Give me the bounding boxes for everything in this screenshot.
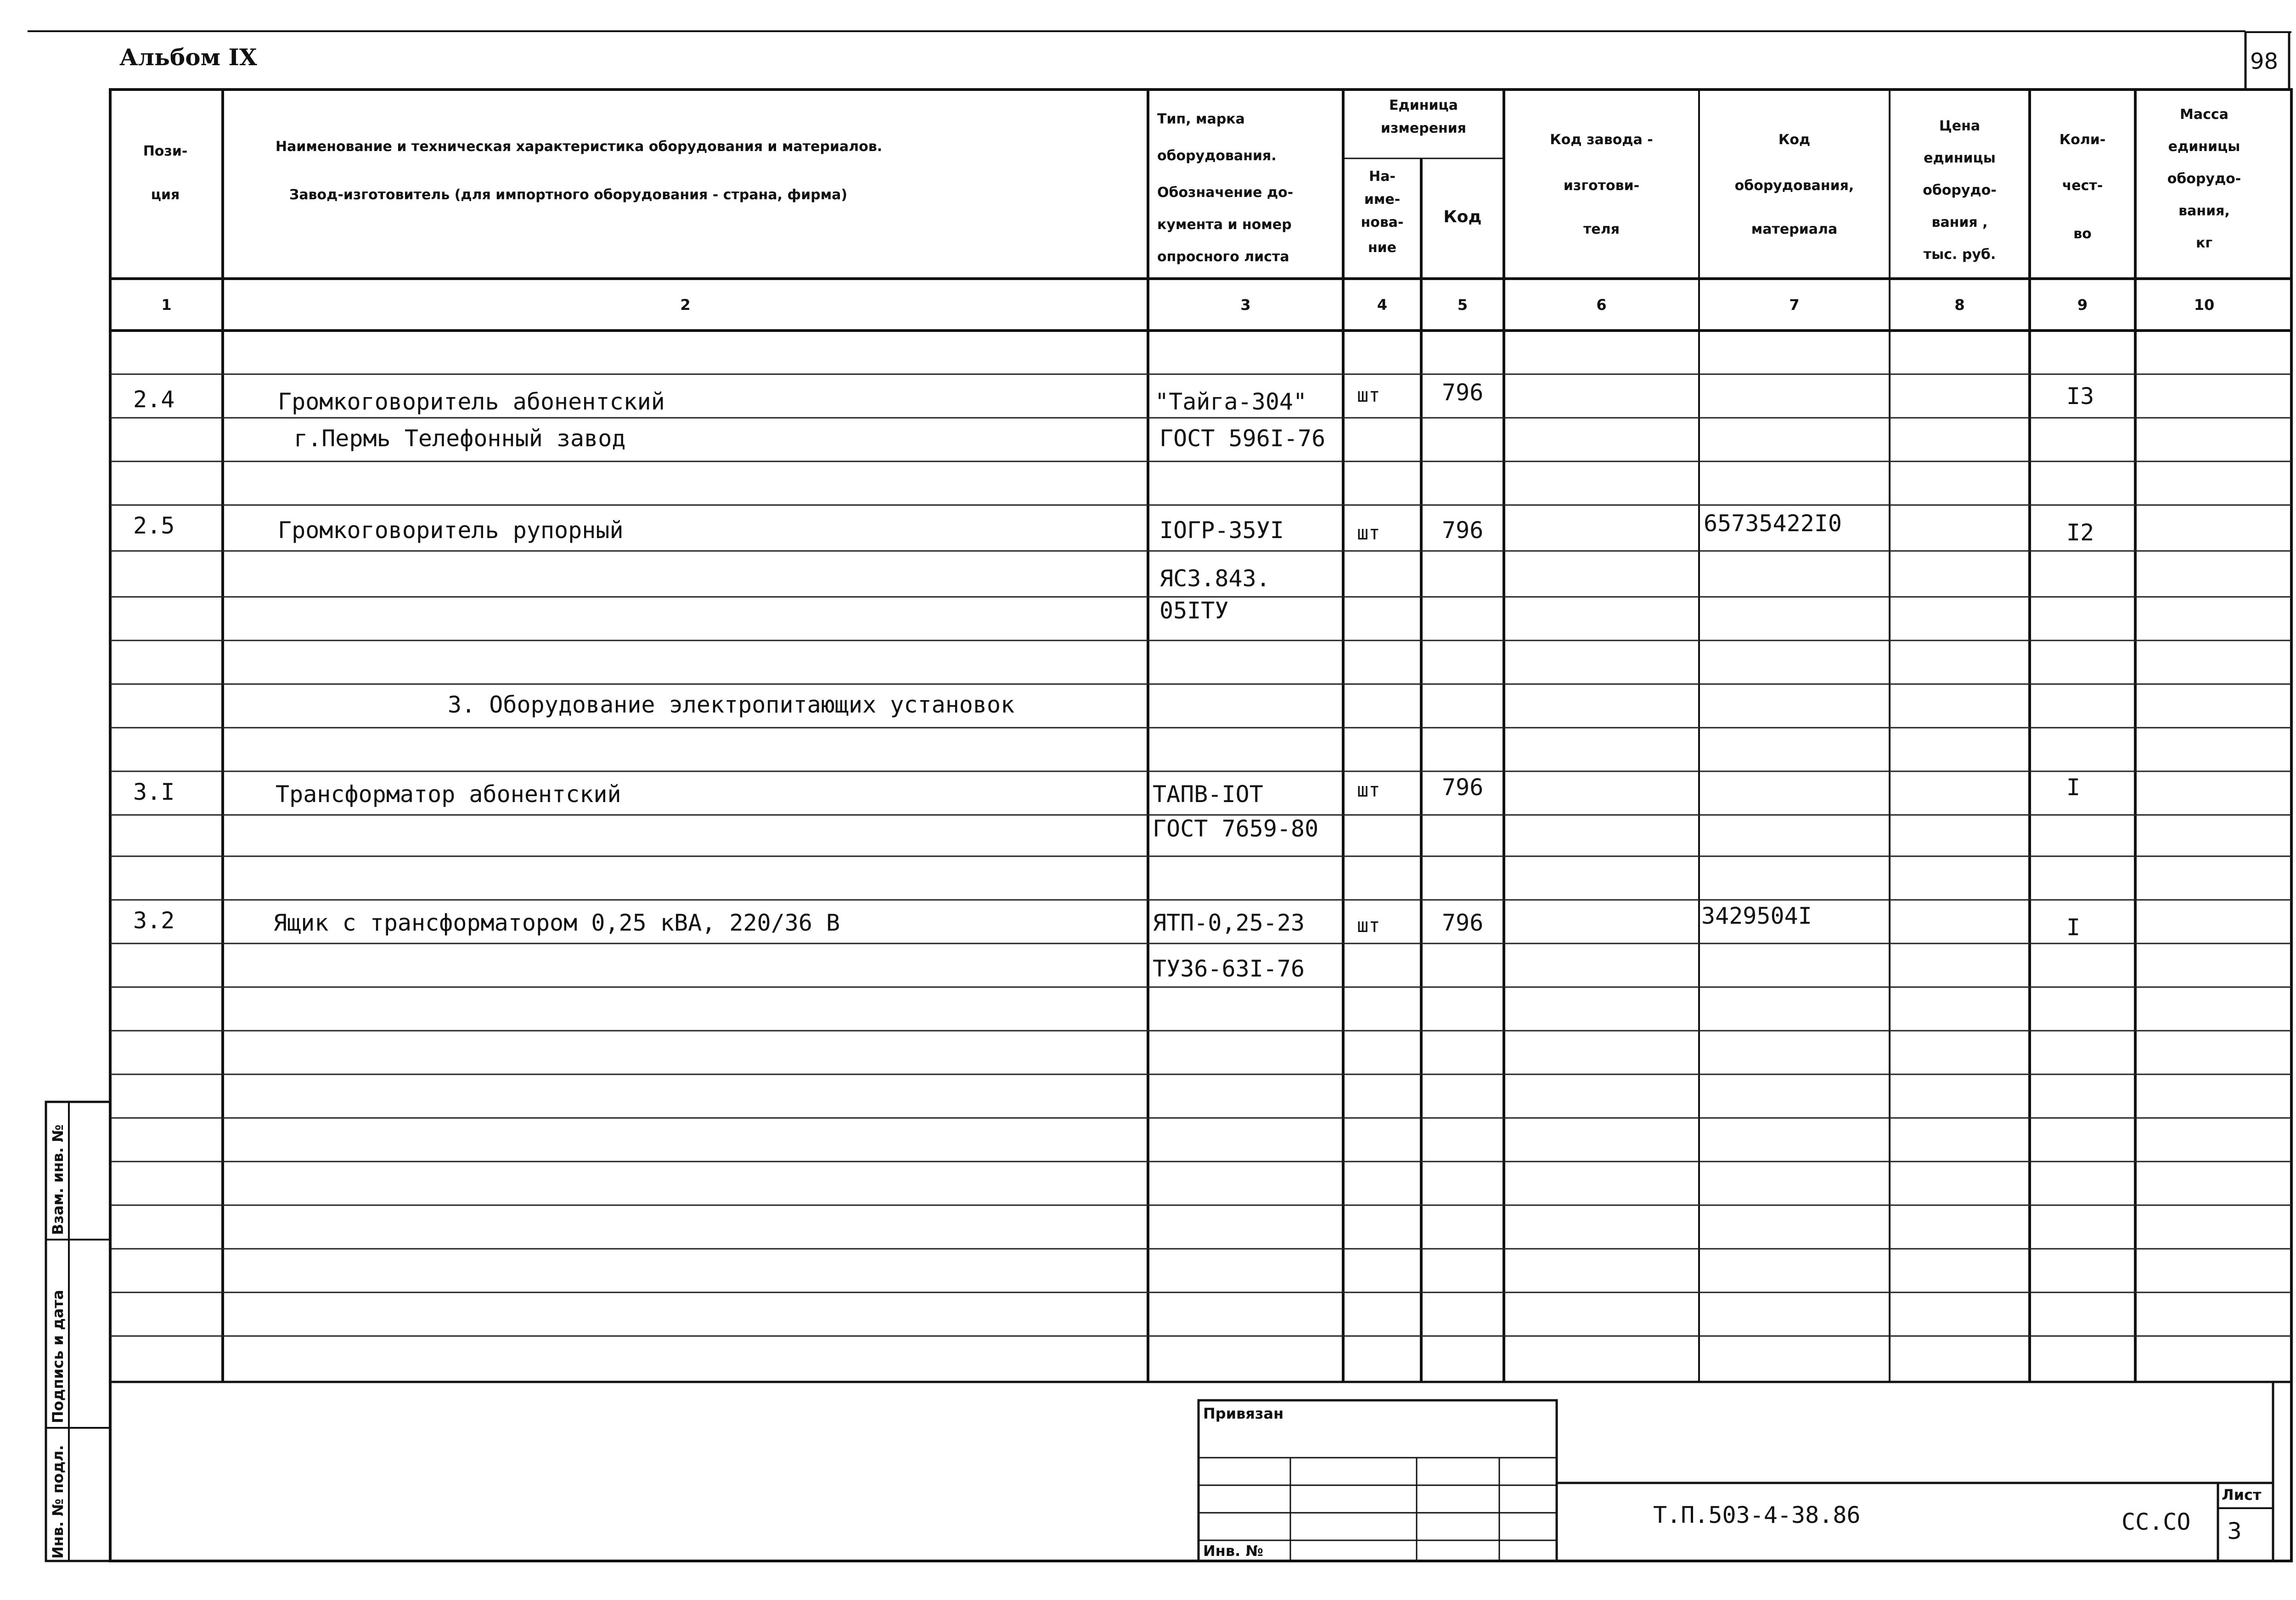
document-cell: ГОСТ 7659-80 bbox=[1153, 815, 1319, 842]
header-col10-line4: вания, bbox=[2178, 203, 2230, 219]
header-col3-line5: опросного листа bbox=[1157, 249, 1289, 265]
unit-code-cell: 796 bbox=[1442, 517, 1484, 544]
type-cell: ЯТП-0,25-23 bbox=[1153, 909, 1305, 936]
position-cell: 3.2 bbox=[133, 907, 175, 934]
header-col8-line2: единицы bbox=[1924, 150, 1996, 166]
header-col2-line1: Наименование и техническая характеристика оборудования и материалов. bbox=[276, 139, 883, 155]
header-col8-line1: Цена bbox=[1939, 118, 1981, 134]
header-col1-line1: Пози- bbox=[143, 143, 188, 159]
type-cell: IОГР-35УI bbox=[1159, 517, 1284, 544]
header-col6-line3: теля bbox=[1583, 221, 1620, 237]
document-code: Т.П.503-4-38.86 bbox=[1653, 1502, 1861, 1528]
header-col4-line3: нова- bbox=[1361, 214, 1404, 230]
column-number-6: 6 bbox=[1596, 296, 1607, 314]
header-col6-line1: Код завода - bbox=[1550, 132, 1653, 148]
document-cell: ТУ36-63I-76 bbox=[1153, 955, 1305, 982]
sheet-number: 3 bbox=[2227, 1518, 2242, 1544]
column-number-3: 3 bbox=[1240, 296, 1251, 314]
quantity-cell: I bbox=[2066, 774, 2081, 801]
header-col3-line1: Тип, марка bbox=[1157, 111, 1245, 127]
header-col10-line2: единицы bbox=[2168, 139, 2240, 155]
side-label-podpis: Подпись и дата bbox=[49, 1290, 67, 1423]
unit-name-cell: шт bbox=[1357, 914, 1380, 937]
type-cell: "Тайга-304" bbox=[1155, 388, 1307, 415]
unit-name-cell: шт bbox=[1357, 384, 1380, 406]
unit-name-cell: шт bbox=[1357, 779, 1380, 801]
side-label-inv: Инв. № подл. bbox=[49, 1445, 67, 1559]
header-col5: Код bbox=[1443, 208, 1482, 226]
header-col10-line5: кг bbox=[2195, 235, 2213, 251]
document-cell: ЯС3.843. bbox=[1159, 565, 1270, 592]
header-col8-line4: вания , bbox=[1931, 214, 1988, 230]
header-col3-line3: Обозначение до- bbox=[1157, 185, 1294, 201]
header-col9-line1: Коли- bbox=[2059, 132, 2106, 148]
equipment-code-cell: 65735422I0 bbox=[1704, 510, 1842, 537]
column-number-8: 8 bbox=[1954, 296, 1965, 314]
manufacturer-cell: г.Пермь Телефонный завод bbox=[294, 425, 626, 452]
header-unit-line1: Единица bbox=[1389, 97, 1458, 113]
header-col7-line3: материала bbox=[1751, 221, 1838, 237]
position-cell: 2.5 bbox=[133, 512, 175, 539]
header-col8-line3: оборудо- bbox=[1923, 182, 1997, 198]
header-col10-line3: оборудо- bbox=[2167, 171, 2241, 187]
header-col6-line2: изготови- bbox=[1563, 178, 1640, 194]
header-unit-line2: измерения bbox=[1380, 120, 1467, 136]
section-title: 3. Оборудование электропитающих установок bbox=[448, 691, 1015, 718]
equipment-code-cell: 3429504I bbox=[1701, 903, 1812, 929]
document-cell: 05IТУ bbox=[1159, 597, 1229, 624]
column-number-2: 2 bbox=[680, 296, 691, 314]
header-col9-line2: чест- bbox=[2062, 178, 2103, 194]
quantity-cell: I2 bbox=[2066, 519, 2094, 546]
header-col8-line5: тыс. руб. bbox=[1923, 247, 1996, 263]
name-cell: Громкоговоритель абонентский bbox=[278, 388, 665, 415]
unit-code-cell: 796 bbox=[1442, 909, 1484, 936]
unit-code-cell: 796 bbox=[1442, 774, 1484, 801]
column-number-4: 4 bbox=[1377, 296, 1388, 314]
header-col3-line4: кумента и номер bbox=[1157, 217, 1292, 233]
position-cell: 2.4 bbox=[133, 386, 175, 413]
section-code: СС.СО bbox=[2122, 1509, 2191, 1535]
column-number-9: 9 bbox=[2077, 296, 2088, 314]
header-col1-line2: ция bbox=[151, 187, 180, 203]
stamp-privyazan: Привязан bbox=[1203, 1405, 1284, 1422]
page-number: 98 bbox=[2250, 49, 2279, 74]
header-col9-line3: во bbox=[2073, 226, 2092, 242]
column-number-7: 7 bbox=[1789, 296, 1800, 314]
header-col3-line2: оборудования. bbox=[1157, 148, 1277, 164]
column-number-1: 1 bbox=[161, 296, 172, 314]
document-cell: ГОСТ 596I-76 bbox=[1159, 425, 1326, 452]
name-cell: Ящик с трансформатором 0,25 кВА, 220/36 В bbox=[273, 909, 840, 936]
column-number-10: 10 bbox=[2194, 296, 2215, 314]
header-col4-line4: ние bbox=[1367, 240, 1397, 256]
column-number-5: 5 bbox=[1457, 296, 1468, 314]
name-cell: Трансформатор абонентский bbox=[276, 781, 621, 808]
side-label-vzam: Взам. инв. № bbox=[49, 1124, 67, 1235]
unit-name-cell: шт bbox=[1357, 522, 1380, 544]
type-cell: ТАПВ-IОТ bbox=[1153, 781, 1263, 808]
header-col2-line2: Завод-изготовитель (для импортного оборудования - страна, фирма) bbox=[289, 187, 848, 203]
quantity-cell: I3 bbox=[2066, 383, 2094, 410]
sheet-label: Лист bbox=[2222, 1486, 2262, 1504]
quantity-cell: I bbox=[2066, 914, 2081, 941]
header-col7-line2: оборудования, bbox=[1734, 178, 1854, 194]
header-col4-line2: име- bbox=[1364, 191, 1401, 208]
header-col4-line1: На- bbox=[1369, 168, 1396, 185]
header-col10-line1: Масса bbox=[2180, 107, 2228, 123]
position-cell: 3.I bbox=[133, 779, 175, 805]
unit-code-cell: 796 bbox=[1442, 379, 1484, 406]
album-title: Альбом IX bbox=[119, 44, 257, 71]
stamp-inv-no: Инв. № bbox=[1203, 1542, 1263, 1560]
header-col7-line1: Код bbox=[1778, 132, 1811, 148]
name-cell: Громкоговоритель рупорный bbox=[278, 517, 624, 544]
